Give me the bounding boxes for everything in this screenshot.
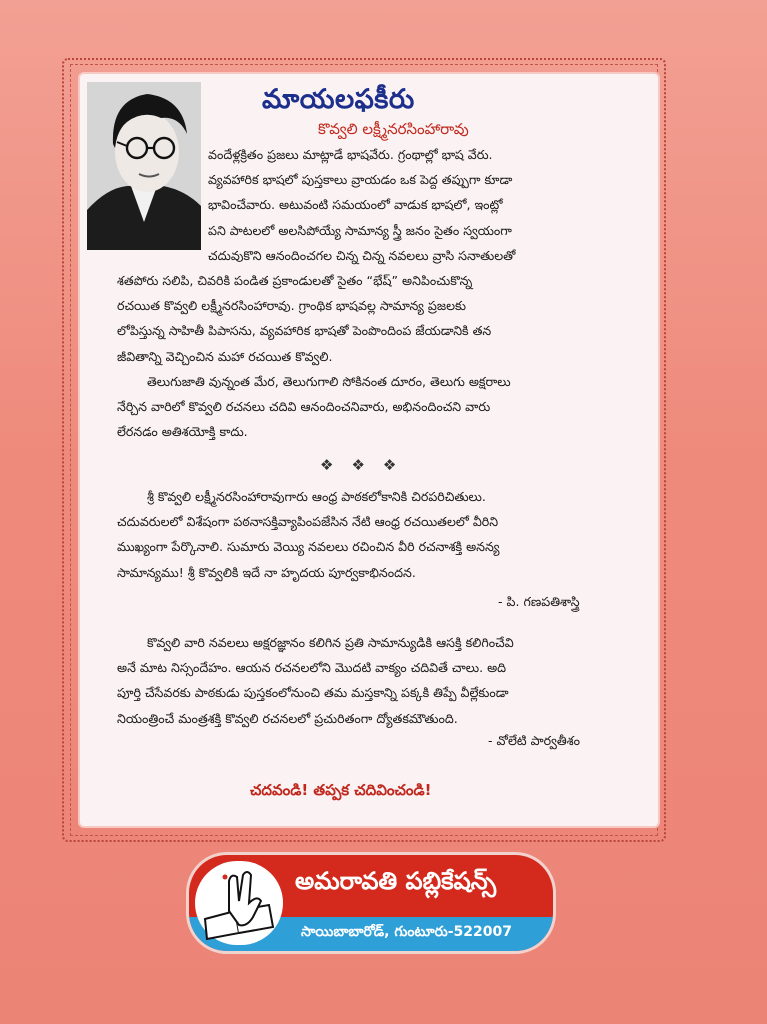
quote-one [117, 484, 646, 585]
text-line: రచయిత కొవ్వలి లక్ష్మీనరసింహారావు. గ్రాంథిక భాషవల్ల సామాన్య ప్రజలకు [117, 298, 466, 314]
text-line: చదువుకొని ఆనందించగల చిన్న చిన్న నవలలు వ్రాసి సనాతులతో [208, 247, 516, 263]
publisher-logo [195, 861, 283, 945]
section-separator: ❖❖❖ [320, 456, 415, 474]
text-line: జీవితాన్ని వెచ్చించిన మహా రచయిత కొవ్వలి. [117, 348, 333, 364]
text-line: చదువరులలో విశేషంగా పఠనాసక్తివ్యాపింపజేసిన నేటి ఆంధ్ర రచయితలలో వీరిని [117, 514, 499, 530]
text-line: వ్యవహారిక భాషలో పుస్తకాలు వ్రాయడం ఒక పెద్ద తప్పుగా కూడా [208, 172, 513, 188]
quote-one-signature: - పి. గణపతిశాస్త్రి [498, 594, 580, 609]
slogan: చదవండి! తప్పక చదివించండి! [250, 781, 432, 799]
text-line: నియంత్రించే మంత్రశక్తి కొవ్వలి రచనలలో ప్రచురితంగా ద్యోతకమౌతుంది. [117, 710, 458, 726]
text-line: శ్రీ కొవ్వలి లక్ష్మీనరసింహారావుగారు ఆంధ్ర పాఠకలోకానికి చిరపరిచితులు. [147, 489, 486, 504]
book-hand-icon [195, 861, 283, 945]
intro-text-wide [117, 268, 646, 444]
text-line: లేరనడం అతిశయోక్తి కాదు. [117, 424, 248, 440]
text-line: భావించేవారు. అటువంటి సమయంలో వాడుక భాషలో, ఇంట్లో [208, 197, 503, 213]
publisher-badge [189, 855, 553, 951]
publisher-address: సాయిబాబారోడ్, గుంటూరు-522007 [301, 924, 513, 940]
text-line: లోపిస్తున్న సాహితీ పిపాసను, వ్యవహారిక భాషతో పెంపొందింప జేయడానికి తన [117, 323, 492, 339]
text-line: నేర్చిన వారిలో కొవ్వలి రచనలు చదివి ఆనందించనివారు, అభినందించని వారు [117, 399, 491, 415]
text-line: కొవ్వలి వారి నవలలు అక్షరజ్ఞానం కలిగిన ప్రతి సామాన్యుడికి ఆసక్తి కలిగించేవి [147, 635, 514, 650]
text-line: సామాన్యము! శ్రీ కొవ్వలికి ఇదే నా హృదయ పూర్వకాభినందన. [117, 564, 416, 580]
text-line: పని పాటలలో అలసిపోయ్యే సామాన్య స్త్రీ జనం సైతం స్వయంగా [208, 222, 512, 238]
author-portrait [87, 82, 201, 250]
text-line: వందేళ్లక్రితం ప్రజలు మాట్లాడే భాషవేరు. గ్రంథాల్లో భాష వేరు. [208, 147, 493, 162]
text-line: అనే మాట నిస్సందేహం. ఆయన రచనలలోని మొదటి వాక్యం చదివితే చాలు. అది [117, 660, 507, 676]
text-line: ముఖ్యంగా పేర్కొనాలి. సుమారు వెయ్యి నవలలు రచించిన వీరి రచనాశక్తి అనన్య [117, 539, 500, 555]
quote-two-signature: - వోలేటి పార్వతీశం [488, 733, 581, 748]
book-title: మాయలఫకీరు [262, 84, 415, 115]
publisher-name: అమరావతి పబ్లికేషన్స్ [295, 867, 497, 895]
author-name: కొవ్వలి లక్ష్మీనరసింహారావు [318, 120, 469, 138]
quote-two [117, 630, 646, 731]
text-line: శతపోరు సలిపి, చివరికి పండిత ప్రకాండులతో సైతం “భేష్” అనిపించుకొన్న [117, 273, 473, 288]
author-portrait-drawing [87, 82, 201, 250]
intro-text-narrow [208, 142, 646, 268]
text-line: తెలుగుజాతి వున్నంత మేర, తెలుగుగాలి సోకినంత దూరం, తెలుగు అక్షరాలు [147, 373, 511, 389]
text-line: పూర్తి చేసేవరకు పాఠకుడు పుస్తకంలోనుంచి తమ మస్తకాన్ని పక్కకి తిప్పే వీల్లేకుండా [117, 685, 509, 701]
